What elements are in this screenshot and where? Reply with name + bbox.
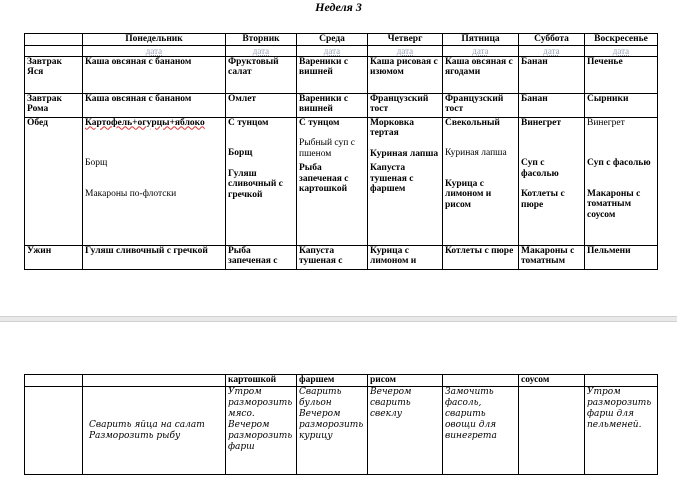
note-cell[interactable]: Сварить яйца на салат Разморозить рыбу [83, 387, 226, 475]
meal-cell-fri[interactable] [443, 117, 519, 245]
date-field[interactable]: дата [226, 45, 297, 56]
meal-cell[interactable]: Каша овсяная с бананом [83, 56, 226, 93]
row-lunch [25, 117, 658, 245]
row-label: Обед [25, 117, 83, 245]
day-header: Среда [297, 34, 368, 46]
meal-cell-wed[interactable] [297, 117, 368, 245]
meal-cell[interactable]: Печенье [585, 56, 658, 93]
row-label [25, 387, 83, 475]
date-field[interactable]: дата [519, 45, 585, 56]
lunch-soup: Борщ [228, 148, 253, 158]
lunch-main: Макароны с томатным соусом [587, 188, 641, 220]
day-header: Четверг [368, 34, 443, 46]
lunch-salad: С тунцом [228, 117, 269, 128]
date-row [25, 45, 658, 56]
meal-cell-tue[interactable] [226, 117, 297, 245]
row-label: Завтрак Яся [25, 56, 83, 93]
meal-cell[interactable]: Макароны с томатным [519, 245, 585, 269]
lunch-main: Гуляш сливочный с гречкой [228, 168, 283, 200]
lunch-salad: Морковка тертая [370, 117, 414, 138]
date-field[interactable]: дата [368, 45, 443, 56]
meal-cell-sun[interactable] [585, 117, 658, 245]
day-header: Воскресенье [585, 34, 658, 46]
meal-cell[interactable]: Каша овсяная с бананом [83, 93, 226, 117]
date-field[interactable]: дата [585, 45, 658, 56]
lunch-main: Рыба запеченая с картошкой [299, 163, 349, 194]
date-field[interactable]: дата [443, 45, 519, 56]
meal-cell[interactable]: Каша рисовая с изюмом [368, 56, 443, 93]
week-title: Неделя 3 [315, 0, 362, 14]
meal-cell[interactable]: соусом [519, 375, 585, 387]
meal-cell[interactable]: Французский тост [443, 93, 519, 117]
meal-cell[interactable]: Банан [519, 93, 585, 117]
meal-cell[interactable]: Вареники с вишней [297, 56, 368, 93]
lunch-soup: Рыбный суп с пшеном [299, 138, 355, 159]
lunch-soup: Куриная лапша [445, 148, 507, 158]
continued-row [25, 375, 658, 387]
lunch-main: Макароны по-флотски [85, 188, 177, 199]
meal-cell[interactable]: рисом [368, 375, 443, 387]
row-label: Завтрак Рома [25, 93, 83, 117]
lunch-main: Курица с лимоном и рисом [445, 178, 492, 210]
day-header: Пятница [443, 34, 519, 46]
meal-cell-thu[interactable] [368, 117, 443, 245]
meal-cell[interactable]: Рыба запеченая с [226, 245, 297, 269]
day-header: Суббота [519, 34, 585, 46]
meal-cell[interactable]: Котлеты с пюре [443, 245, 519, 269]
note-cell[interactable]: Сварить бульон Вечером разморозить курицу [297, 387, 368, 475]
meal-cell[interactable] [585, 375, 658, 387]
meal-cell[interactable]: Каша овсяная с ягодами [443, 56, 519, 93]
lunch-soup: Суп с фасолью [521, 158, 559, 179]
note-cell[interactable]: Замочить фасоль, сварить овощи для винегрета [443, 387, 519, 475]
lunch-soup: Борщ [85, 158, 108, 168]
lunch-salad: Картофель+огурцы+яблоко [85, 117, 205, 128]
meal-cell[interactable]: Сырники [585, 93, 658, 117]
meal-cell[interactable]: Банан [519, 56, 585, 93]
menu-table-continued [24, 374, 658, 475]
header-row [25, 34, 658, 46]
note-cell[interactable]: Вечером сварить свеклу [368, 387, 443, 475]
meal-cell-sat[interactable] [519, 117, 585, 245]
meal-cell[interactable]: Курица с лимоном и [368, 245, 443, 269]
row-dinner [25, 245, 658, 269]
meal-cell[interactable]: Капуста тушеная с [297, 245, 368, 269]
menu-table [24, 33, 658, 270]
date-field[interactable]: дата [83, 45, 226, 56]
meal-cell[interactable]: Омлет [226, 93, 297, 117]
day-header: Вторник [226, 34, 297, 46]
note-cell[interactable]: Утром разморозить мясо. Вечером разморозить фарш [226, 387, 297, 475]
meal-cell[interactable]: Вареники с вишней [297, 93, 368, 117]
day-header: Понедельник [83, 34, 226, 46]
row-breakfast-roma [25, 93, 658, 117]
meal-cell[interactable]: Французский тост [368, 93, 443, 117]
corner-cell [25, 34, 83, 46]
notes-row [25, 387, 658, 475]
lunch-soup: Суп с фасолью [587, 158, 651, 168]
note-cell[interactable]: Утром разморозить фарш для пельменей. [585, 387, 658, 475]
lunch-salad: Свекольный [445, 117, 500, 128]
page-2 [0, 322, 677, 485]
meal-cell[interactable]: Пельмени [585, 245, 658, 269]
lunch-salad: Винегрет [587, 117, 625, 128]
row-label: Ужин [25, 245, 83, 269]
meal-cell-mon[interactable] [83, 117, 226, 245]
lunch-soup: Куриная лапша [370, 148, 439, 159]
meal-cell[interactable]: картошкой [226, 375, 297, 387]
lunch-main: Котлеты с пюре [521, 189, 565, 210]
lunch-salad: Винегрет [521, 117, 561, 128]
date-field[interactable]: дата [297, 45, 368, 56]
meal-cell[interactable] [443, 375, 519, 387]
row-breakfast-yasya [25, 56, 658, 93]
meal-cell[interactable]: Гуляш сливочный с гречкой [83, 245, 226, 269]
lunch-salad: С тунцом [299, 117, 340, 128]
meal-cell[interactable]: Фруктовый салат [226, 56, 297, 93]
meal-cell[interactable]: фаршем [297, 375, 368, 387]
note-cell[interactable] [519, 387, 585, 475]
lunch-main: Капуста тушеная с фаршем [370, 163, 414, 194]
